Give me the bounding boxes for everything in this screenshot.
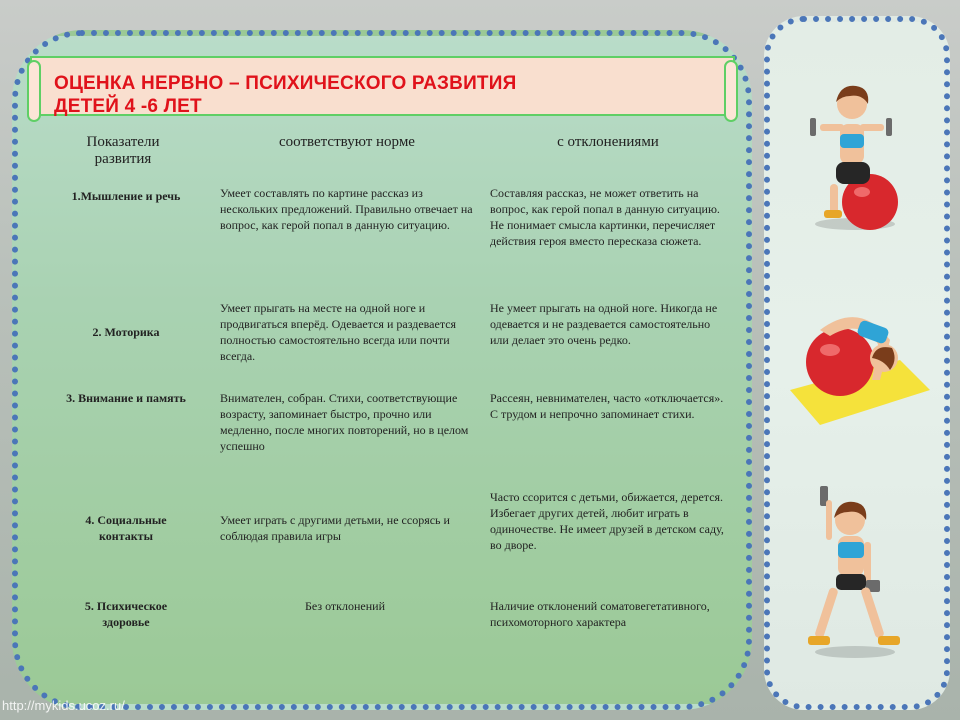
header-indicators: Показатели развития xyxy=(86,134,160,167)
scroll-cap-right xyxy=(724,60,738,122)
title-line-1: ОЦЕНКА НЕРВНО – ПСИХИЧЕСКОГО РАЗВИТИЯ xyxy=(54,73,517,94)
row-label-social: 4. Социальные контакты xyxy=(85,513,167,543)
row-label-thinking: 1.Мышление и речь xyxy=(71,189,181,203)
page-title xyxy=(54,72,704,118)
row-deviation-thinking: Составляя рассказ, не может ответить на вопрос, как герой попал в данную ситуацию. Не понимает смысла картинки, перечисляет действия героя вместо пересказа сюжета. xyxy=(490,186,720,248)
row-norm-social: Умеет играть с другими детьми, не ссорясь и соблюдая правила игры xyxy=(220,513,450,543)
row-label-attention: 3. Внимание и память xyxy=(66,391,186,405)
girl-with-fitball-illustration xyxy=(800,74,910,234)
row-label-mental-health: 5. Психическое здоровье xyxy=(84,599,168,629)
girl-bridge-illustration xyxy=(780,300,940,430)
row-deviation-attention: Рассеян, невнимателен, часто «отключается». С трудом и непрочно запоминает стихи. xyxy=(490,391,724,421)
watermark-url: http://mykids.ucoz.ru/ xyxy=(2,698,125,713)
scroll-cap-left xyxy=(27,60,41,122)
header-deviation: с отклонениями xyxy=(557,134,659,150)
title-line-2: ДЕТЕЙ 4 -6 ЛЕТ xyxy=(54,96,202,117)
row-label-motor: 2. Моторика xyxy=(92,325,160,339)
girl-with-dumbbells-illustration xyxy=(800,480,910,660)
row-norm-thinking: Умеет составлять по картине рассказ из нескольких предложений. Правильно отвечает на вопрос, как герой попал в данную ситуацию. xyxy=(220,186,473,232)
row-norm-motor: Умеет прыгать на месте на одной ноге и продвигаться вперёд. Одевается и раздевается полностью самостоятельно всегда или почти всегда. xyxy=(220,301,457,363)
header-norm: соответствуют норме xyxy=(279,134,415,150)
row-norm-attention: Внимателен, собран. Стихи, соответствующие возрасту, запоминает быстро, прочно или медленно, после многих повторений, но в целом успешно xyxy=(220,391,469,453)
row-deviation-mental-health: Наличие отклонений соматовегетативного, психомоторного характера xyxy=(490,599,710,629)
row-deviation-social: Часто ссорится с детьми, обижается, дерется. Избегает других детей, любит играть в одиночестве. Не имеет друзей в детском саду, во дворе. xyxy=(490,490,724,552)
row-norm-mental-health: Без отклонений xyxy=(304,599,386,613)
row-deviation-motor: Не умеет прыгать на одной ноге. Никогда не одевается и не раздевается самостоятельно или делает это очень редко. xyxy=(490,301,718,347)
